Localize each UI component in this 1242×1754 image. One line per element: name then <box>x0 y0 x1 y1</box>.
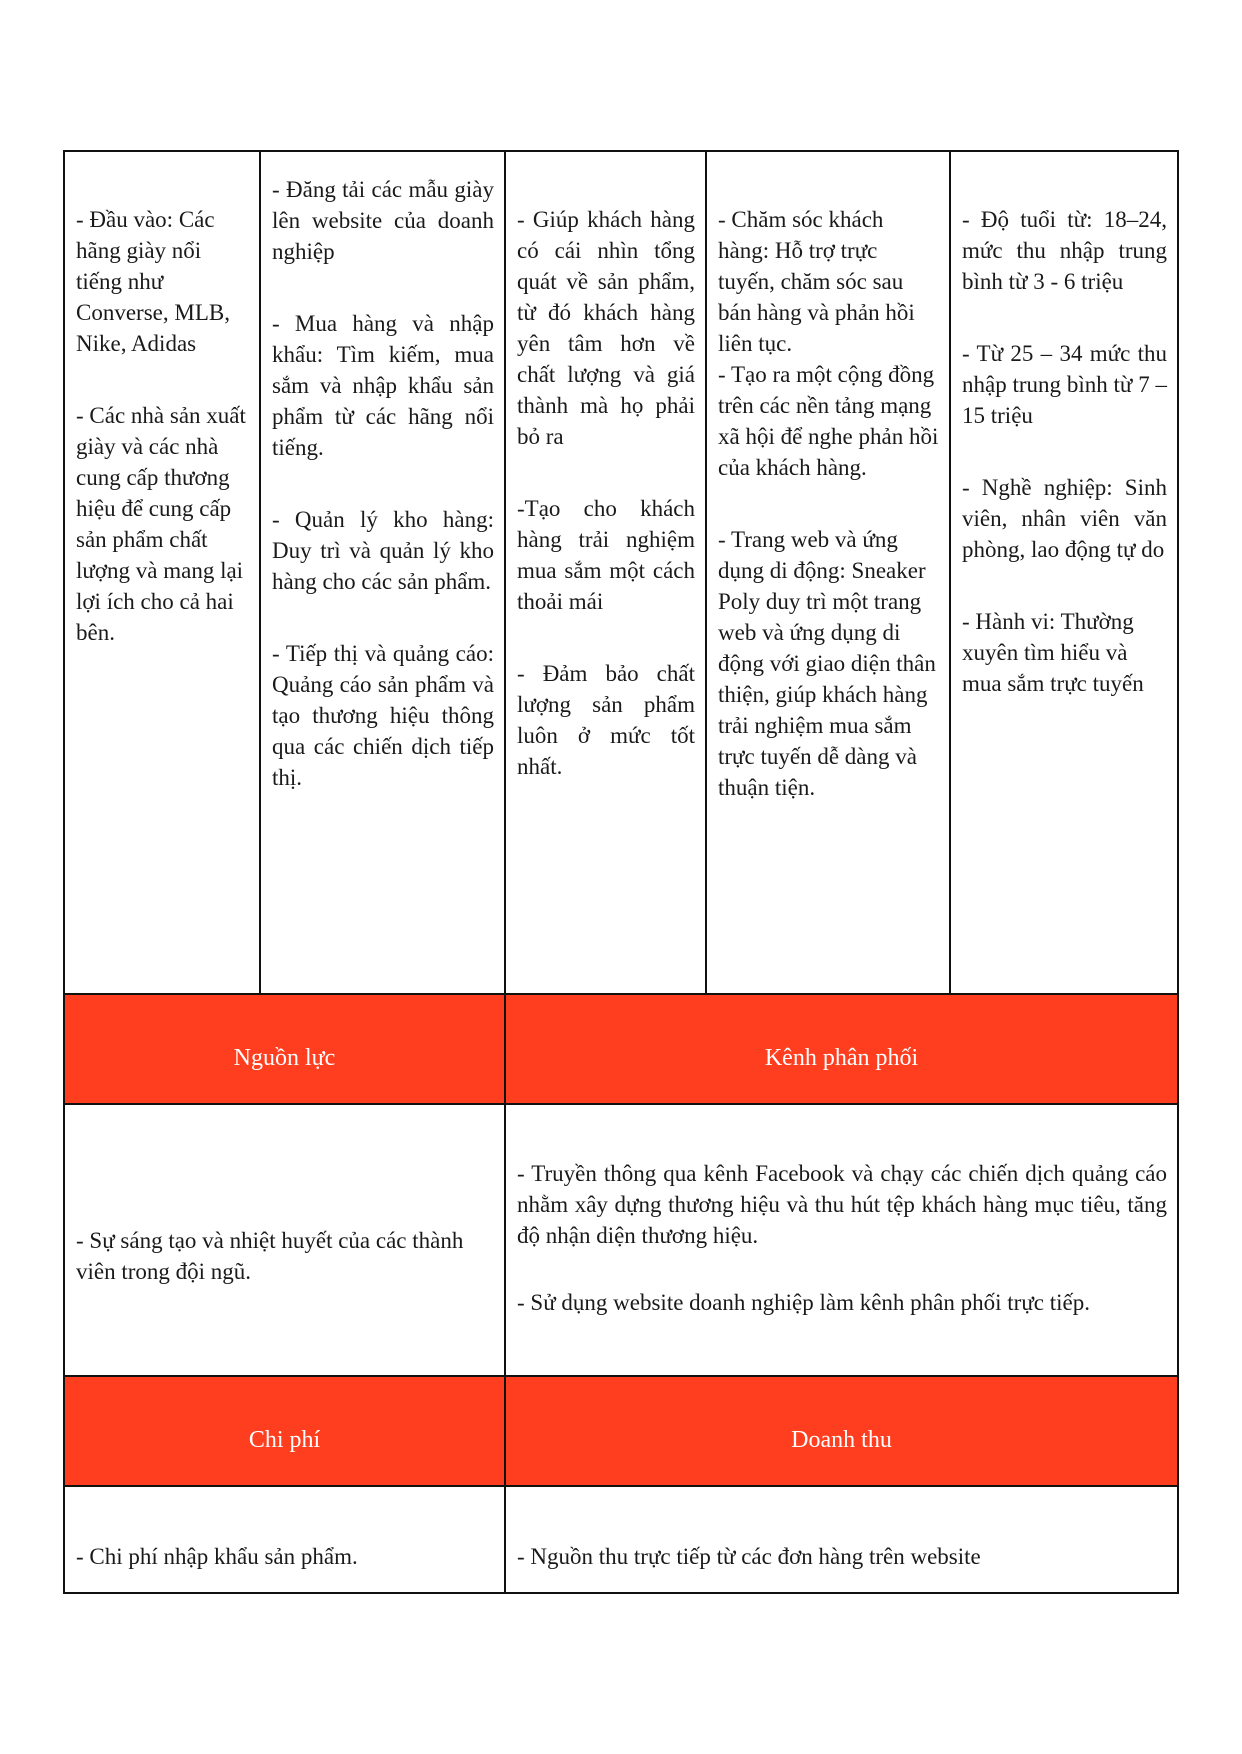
paragraph: - Độ tuổi từ: 18–24, mức thu nhập trung bình từ 3 - 6 triệu <box>962 207 1167 294</box>
paragraph: - Đảm bảo chất lượng sản phẩm luôn ở mức tốt nhất. <box>517 661 695 779</box>
paragraph: - Sử dụng website doanh nghiệp làm kênh phân phối trực tiếp. <box>517 1290 1090 1315</box>
paragraph: - Từ 25 – 34 mức thu nhập trung bình từ 7 – 15 triệu <box>962 341 1167 428</box>
paragraph: - Các nhà sản xuất giày và các nhà cung cấp thương hiệu để cung cấp sản phẩm chất lượng và mang lại lợi ích cho cả hai bên. <box>76 403 246 645</box>
revenue-cell <box>504 1487 1179 1594</box>
paragraph: - Tiếp thị và quảng cáo: Quảng cáo sản phẩm và tạo thương hiệu thông qua các chiến dịch tiếp thị. <box>272 641 494 790</box>
customer-relationships-cell <box>705 150 949 995</box>
paragraph: - Trang web và ứng dụng di động: Sneaker Poly duy trì một trang web và ứng dụng di động với giao diện thân thiện, giúp khách hàng trải nghiệm mua sắm trực tuyến dễ dàng và thuận tiện. <box>718 527 936 800</box>
paragraph: - Sự sáng tạo và nhiệt huyết của các thành viên trong đội ngũ. <box>76 1228 464 1284</box>
costs-revenue-body-row <box>63 1487 1179 1594</box>
resources-header: Nguồn lực <box>63 995 504 1105</box>
customer-segments-cell <box>949 150 1179 995</box>
value-propositions-cell <box>504 150 705 995</box>
paragraph: - Truyền thông qua kênh Facebook và chạy các chiến dịch quảng cáo nhằm xây dựng thương hiệu và thu hút tệp khách hàng mục tiêu, tăng độ nhận diện thương hiệu. <box>517 1161 1167 1248</box>
costs-revenue-header-row <box>63 1377 1179 1487</box>
paragraph: - Quản lý kho hàng: Duy trì và quản lý kho hàng cho các sản phẩm. <box>272 507 494 594</box>
channels-cell <box>504 1105 1179 1377</box>
resources-cell <box>63 1105 504 1377</box>
key-activities-cell <box>259 150 504 995</box>
business-model-canvas-table <box>63 150 1179 1594</box>
channels-header: Kênh phân phối <box>504 995 1179 1105</box>
paragraph: - Đầu vào: Các hãng giày nổi tiếng như Converse, MLB, Nike, Adidas <box>76 207 230 356</box>
paragraph: - Chi phí nhập khẩu sản phẩm. <box>76 1544 358 1569</box>
paragraph: - Giúp khách hàng có cái nhìn tổng quát về sản phẩm, từ đó khách hàng yên tâm hơn về chất lượng và giá thành mà họ phải bỏ ra <box>517 207 695 449</box>
paragraph: - Nghề nghiệp: Sinh viên, nhân viên văn phòng, lao động tự do <box>962 475 1167 562</box>
key-partners-cell <box>63 150 259 995</box>
revenue-header: Doanh thu <box>504 1377 1179 1487</box>
costs-header: Chi phí <box>63 1377 504 1487</box>
resources-channels-body-row <box>63 1105 1179 1377</box>
resources-channels-header-row <box>63 995 1179 1105</box>
costs-cell <box>63 1487 504 1594</box>
paragraph: - Hành vi: Thường xuyên tìm hiểu và mua sắm trực tuyến <box>962 609 1144 696</box>
paragraph: - Nguồn thu trực tiếp từ các đơn hàng trên website <box>517 1544 981 1569</box>
paragraph: - Mua hàng và nhập khẩu: Tìm kiếm, mua sắm và nhập khẩu sản phẩm từ các hãng nổi tiếng. <box>272 311 494 460</box>
paragraph: - Chăm sóc khách hàng: Hỗ trợ trực tuyến, chăm sóc sau bán hàng và phản hồi liên tục. - Tạo ra một cộng đồng trên các nền tảng mạng xã hội để nghe phản hồi của khách hàng. <box>718 207 939 480</box>
canvas-top-row <box>63 150 1179 995</box>
paragraph: -Tạo cho khách hàng trải nghiệm mua sắm một cách thoải mái <box>517 496 695 614</box>
paragraph: - Đăng tải các mẫu giày lên website của doanh nghiệp <box>272 177 494 264</box>
